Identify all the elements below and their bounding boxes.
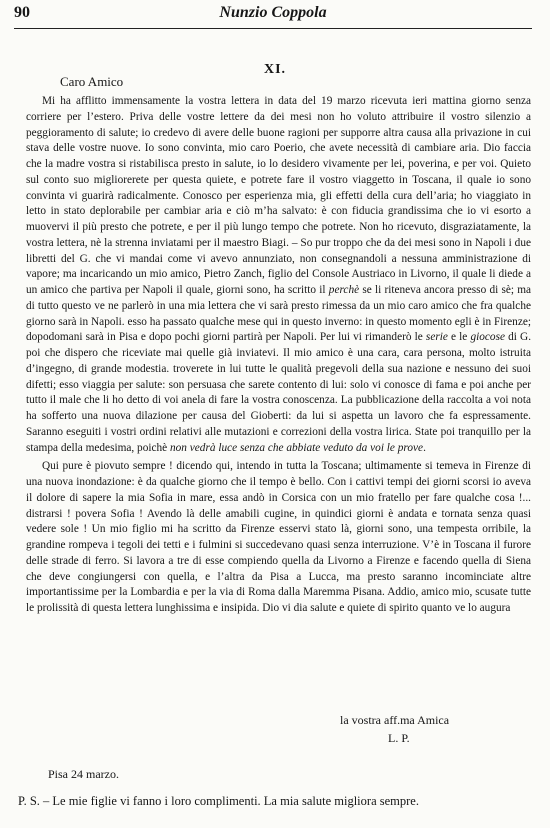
paragraph-text: di G. poi che dispero che riceviate mai quelle già inviatevi. Il mio amico è una cara, cara persona, molto istruita d’ingegno, di grande modestia. troverete in lui tutte le qualità pregevoli della sua nazione e nessuno dei suoi difetti; esso viaggia per salute: son persuasa che sarete contento di lui: solo vi conosce di fama e poi anche per tutto il male che li ho detto di voi anela di fare la vostra conoscenza. La pubblicazione della raccolta a voi nota ha sofferto una nuova dilazione per causa del Gioberti: da lui si aspetta un lavoro che fa espressamente. Saranno eseguiti i vostri ordini relativi alle mutazioni e correzioni della vostra lirica. State poi tranquillo per la stampa della medesima, poichè <box>26 331 532 454</box>
italic-text: giocose <box>470 331 505 344</box>
letter-body <box>26 94 531 617</box>
header-rule <box>14 28 532 29</box>
place-date: Pisa 24 marzo. <box>48 767 119 781</box>
running-head: Nunzio Coppola <box>219 4 327 21</box>
paragraph-text: Qui pure è piovuto sempre ! dicendo qui, intendo in tutta la Toscana; ultimamente si temeva in Firenze di una nuova inondazione: è da qualche giorno che il tempo è bello. Con i cattivi tempi dei giorni scorsi io aveva il dolore di sapere la mia Sofia in mare, essa andò in Corsica con un mio fratello per fare qualche cosa !... distrarsi ! povera Sofia ! Avendo là delle amabili cugine, in quindici giorni è andata e tornata senza quasi vedere sole ! Un mio figlio mi ha scritto da Firenze esservi stato là, giorni sono, una tempesta orribile, la grandine rompeva i tegoli dei tetti e i fulmini si succedevano quasi senza interruzione. V’è in Toscana il furore delle strade di ferro. Si lavora a tre di esse compiendo quella da Livorno a Firenze e facendo quella di Siena che deve congiungersi con quella, e l’altra da Pisa a Lucca, ma presto saranno incominciate altre importantissime per la Lombardia e per la via di Roma dalla Maremma Pisana. Addio, amico mio, scusate tutte le prolissità di questa lettera lunghissima e insipida. Dio vi dia salute e quiete di spirito quanto ve lo augura <box>26 460 531 614</box>
page-number: 90 <box>14 4 30 21</box>
signature-initials: L. P. <box>388 731 410 745</box>
body-paragraph <box>26 94 531 456</box>
body-paragraph <box>26 459 531 617</box>
italic-text: serie <box>425 331 448 344</box>
letter-number: XI. <box>263 62 287 77</box>
paragraph-text: se li riteneva ancora presso di sè; ma di tutto questo ve ne parlerò in una mia lettera che vi sarà presto rimessa da un mio caro amico che fra qualche giorno sarà in Napoli. esso ha passato qualche mese qui in questo inverno: in questo momento egli è in Firenze; dopodomani sarà in Pisa e dopo pochi giorni partirà per Napoli. Per lui vi rimanderò le <box>26 284 532 344</box>
postscript: P. S. – Le mie figlie vi fanno i loro complimenti. La mia salute migliora sempre. <box>18 794 419 808</box>
page-header <box>12 4 534 26</box>
paragraph-text: Mi ha afflitto immensamente la vostra lettera in data del 19 marzo ricevuta ieri mattina giorno senza corriere per l’estero. Priva delle vostre lettere da dei mesi non ho voluto attribuire il vostro silenzio a peggioramento di salute; io credevo di avere delle buone ragioni per supporre altra causa alla privazione in cui stava delle vostre nuove. Io sono convinta, mio caro Poerio, che avete necessità di cambiare aria. Dio faccia che la madre vostra si ristabilisca presto in salute, io lo desidero vivamente per lei, poverina, e per voi. Quieto sul conto suo migliorerete per questa quiete, e potrete fare il vostro viaggetto in Toscana, il quale io sono convinta vi guarirà radicalmente. Conosco per esperienza mia, gli effetti della cura dell’aria; ho viaggiato in letto in stato deplorabile per cambiar aria e ciò m’ha salvato: è con fiducia grandissima che io vi esorto a muovervi il più presto che potrete, e per il più lungo tempo che potrete. Non ho ricevuto, disgraziatamente, la vostra lettera, nè la strenna inviatami per il maestro Biagi. – So pur troppo che da dei mesi sono in Napoli i due libretti del G. che vi mandai come vi avevo annunziato, non consegnandoli a nessuna amministrazione di vapore; ma incaricando un mio amico, Pietro Zanch, figlio del Console Austriaco in Livorno, il quale li diede a un amico che partiva per Napoli il quale, giorni sono, ha scritto il <box>26 95 531 296</box>
italic-text: perchè <box>328 284 360 296</box>
closing: la vostra aff.ma Amica <box>340 713 450 727</box>
paragraph-text: . <box>423 441 426 454</box>
paragraph-text: e le <box>447 331 471 344</box>
italic-text: non vedrà luce senza che abbiate veduto da voi le prove <box>170 441 424 454</box>
salutation: Caro Amico <box>60 74 124 89</box>
